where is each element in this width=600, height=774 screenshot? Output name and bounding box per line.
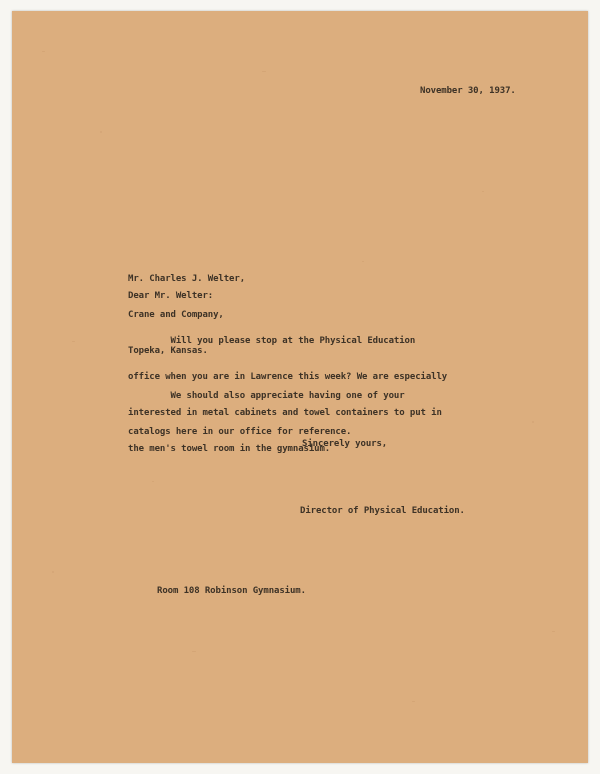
paragraph-line: We should also appreciate having one of your [128, 391, 405, 401]
letter-page [12, 11, 588, 763]
paragraph-line: catalogs here in our office for reference. [128, 427, 352, 437]
paper-speck [52, 571, 54, 573]
paragraph-line: Will you please stop at the Physical Education [128, 336, 416, 346]
address-line: Topeka, Kansas. [128, 346, 208, 356]
paper-speck [42, 51, 45, 52]
paper-speck [100, 131, 102, 133]
paper-speck [192, 651, 196, 652]
salutation: Dear Mr. Welter: [128, 291, 214, 301]
paragraph-line: interested in metal cabinets and towel containers to put in [128, 408, 442, 418]
letter-date: November 30, 1937. [420, 86, 516, 96]
paper-speck [482, 191, 484, 192]
paper-speck [262, 71, 266, 72]
signature-title: Director of Physical Education. [300, 506, 465, 516]
paper-speck [412, 701, 415, 702]
paper-speck [532, 421, 534, 423]
address-line: Mr. Charles J. Welter, [128, 274, 246, 284]
complimentary-closing: Sincerely yours, [302, 439, 388, 449]
paper-speck [552, 631, 555, 632]
paper-speck [152, 481, 154, 482]
paper-speck [362, 261, 364, 262]
paragraph-line: office when you are in Lawrence this week? We are especially [128, 372, 448, 382]
address-line: Crane and Company, [128, 310, 224, 320]
paragraph-line: the men's towel room in the gymnasium. [128, 444, 331, 454]
footer-location: Room 108 Robinson Gymnasium. [157, 586, 306, 596]
paper-speck [72, 341, 75, 342]
